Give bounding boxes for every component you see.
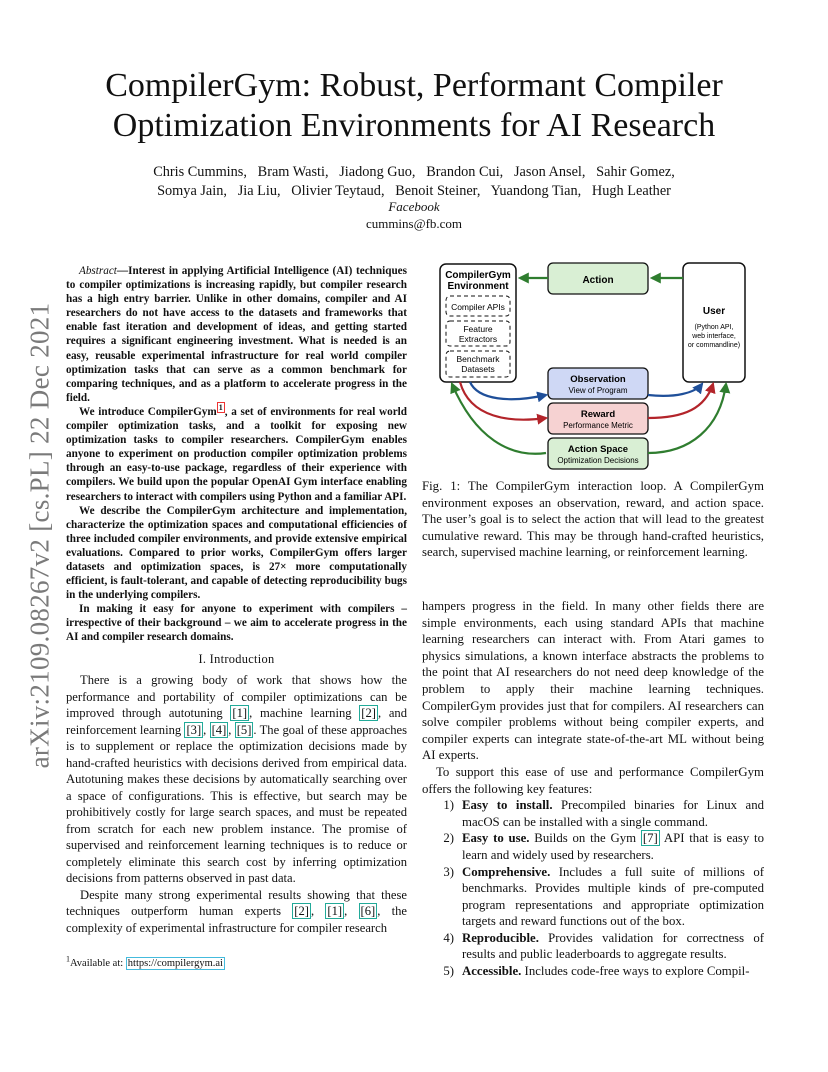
- intro-paragraph: [66, 672, 407, 887]
- abstract-label: Abstract: [79, 265, 117, 277]
- footnote: [66, 954, 407, 969]
- feature-heading: Accessible.: [462, 964, 522, 979]
- citation-link[interactable]: [7]: [642, 831, 658, 846]
- list-number: 3): [443, 864, 454, 879]
- author-line-2: Somya Jain, Jia Liu, Olivier Teytaud, Benoit Steiner, Yuandong Tian, Hugh Leather: [157, 183, 671, 199]
- user-sub1: (Python API,: [694, 324, 734, 331]
- author-email: cummins@fb.com: [365, 216, 463, 231]
- footnote-url-link[interactable]: https://compilergym.ai: [127, 958, 223, 969]
- env-item-compiler-apis: Compiler APIs: [451, 302, 505, 312]
- feature-text: Includes a full suite of millions of benchmarks. Provides multiple kinds of pre-computed program representations and appropriate optimization targets and reward functions out of the box.: [462, 864, 764, 929]
- action-box: [548, 263, 648, 294]
- feature-text: Includes code-free ways to explore Compil-: [521, 964, 750, 979]
- citation-link[interactable]: [5]: [236, 722, 252, 737]
- env-item-datasets: Datasets: [461, 364, 495, 374]
- author-list: [60, 163, 768, 201]
- feature-heading: Easy to use.: [462, 831, 530, 846]
- intro-text: ,: [310, 904, 326, 918]
- affiliation: Facebook: [388, 199, 440, 214]
- introduction-text: [66, 672, 407, 936]
- env-title-line1: CompilerGym: [445, 270, 511, 281]
- list-item: [422, 864, 764, 930]
- intro-text: ,: [228, 722, 235, 737]
- environment-box: [440, 264, 516, 382]
- intro-text: There is a growing body of work that shows how the performance and portability of compiler optimizations can be improved through autotuning: [66, 673, 407, 720]
- citation-link[interactable]: [1]: [327, 904, 343, 918]
- action-space-sub: Optimization Decisions: [557, 456, 639, 465]
- citation-link[interactable]: [4]: [211, 722, 227, 737]
- section-heading: I. Introduction: [198, 652, 275, 666]
- intro-text: ,: [203, 722, 210, 737]
- figure-caption: Fig. 1: The CompilerGym interaction loop. A CompilerGym environment exposes an observation, reward, and action space. The user’s goal is to select the action that will lead to the greatest cumulative reward. This may be through hand-crafted heuristics, search, supervised machine learning, or reinforcement learning.: [422, 479, 764, 560]
- list-item: [422, 963, 764, 980]
- list-number: 4): [443, 930, 454, 945]
- user-box: [683, 263, 745, 382]
- feature-text: Builds on the Gym: [529, 831, 641, 846]
- citation-link[interactable]: [3]: [186, 722, 202, 737]
- observation-label: Observation: [570, 374, 626, 385]
- action-space-box: [548, 438, 648, 469]
- citation-link[interactable]: [2]: [294, 904, 309, 918]
- body-paragraph: hampers progress in the field. In many other fields there are simple environments, each using standard APIs that machine learning researchers can interact with. From Atari games to physics simulations, a known interface abstracts the problems to the point that AI researchers do not need deep knowledge of the problem to apply their machine learning techniques. CompilerGym provides just that for compilers. AI researchers can solve compiler problems without being compiler experts, and compiler experts can integrate state-of-the-art ML without being AI experts.: [422, 599, 764, 763]
- intro-text: , and reinforcement learning: [66, 706, 408, 737]
- action-space-label: Action Space: [567, 444, 629, 455]
- observation-box: [548, 368, 648, 399]
- env-title-line2: Environment: [447, 281, 509, 292]
- abstract-text: —Interest in applying Artificial Intelligence (AI) techniques to compiler optimizations is increasing rapidly, but compiler research has a high entry barrier. Unlike in other domains, compiler and AI researchers do not have access to the datasets and frameworks that enable fast iteration and development of ideas, and getting started requires a significant engineering investment. What is needed is an easy, reusable experimental infrastructure for real world compiler optimization tasks that can serve as a common benchmark for comparing techniques, and as a platform to accelerate progress in the field.: [66, 265, 407, 404]
- list-item: [422, 797, 764, 830]
- citation-link[interactable]: [2]: [361, 706, 376, 720]
- action-label: Action: [582, 275, 614, 286]
- abstract: [66, 264, 407, 645]
- footnote-text: Available at:: [70, 958, 126, 969]
- env-item-benchmark: Benchmark: [456, 354, 500, 364]
- user-sub2: web interface,: [692, 333, 736, 340]
- arrow-env-to-observation: [470, 382, 546, 399]
- feature-heading: Comprehensive.: [462, 864, 551, 879]
- list-item: [422, 830, 764, 863]
- arxiv-identifier: arXiv:2109.08267v2 [cs.PL] 22 Dec 2021: [24, 302, 55, 769]
- right-column-text: [422, 598, 764, 980]
- feature-text: Precompiled binaries for Linux and macOS can be installed with a single command.: [462, 798, 764, 829]
- feature-text: API that is easy to learn and widely used by researchers.: [462, 831, 764, 862]
- abstract-paragraph: [66, 264, 407, 405]
- author-line-1: Chris Cummins, Bram Wasti, Jiadong Guo, Brandon Cui, Jason Ansel, Sahir Gomez,: [153, 164, 675, 180]
- user-label: User: [702, 306, 726, 317]
- footnote-ref-link[interactable]: 1: [218, 403, 223, 413]
- interaction-loop-figure: [430, 258, 775, 473]
- abstract-paragraph: In making it easy for anyone to experiment with compilers – irrespective of their background – we aim to accelerate progress in the AI and compiler research domains.: [66, 603, 407, 644]
- reward-box: [548, 403, 648, 434]
- list-number: 1): [443, 798, 454, 813]
- feature-text: Provides validation for correctness of results and public leaderboards to aggregate results.: [462, 930, 764, 962]
- arrow-observation-to-user: [648, 384, 702, 396]
- abstract-text: We introduce CompilerGym: [79, 405, 217, 418]
- observation-sub: View of Program: [568, 386, 628, 395]
- intro-text: ,: [344, 904, 359, 918]
- reward-label: Reward: [580, 409, 616, 420]
- footnote-mark: 1: [66, 954, 70, 964]
- citation-link[interactable]: [1]: [232, 706, 248, 720]
- env-item-feature: Feature: [463, 324, 493, 334]
- citation-link[interactable]: [6]: [360, 904, 376, 918]
- feature-heading: Easy to install.: [462, 798, 553, 813]
- intro-text: , machine learning: [249, 706, 360, 720]
- intro-paragraph: [66, 887, 407, 937]
- intro-text: . The goal of these approaches is to supplement or replace the optimization decisions made by hand-crafted heuristics with decisions derived from empirical data. Autotuning makes these decisions by automatically searching over a space of configurations. This is effective, but search may be prohibitively costly for large search spaces, and must be repeated from scratch for each new problem instance. The promise of supervised and reinforcement learning techniques is to reduce or completely eliminate this search cost by inferring optimization decisions from patterns observed in past data.: [66, 722, 408, 885]
- list-number: 5): [443, 964, 454, 979]
- body-paragraph: To support this ease of use and performance CompilerGym offers the following key features:: [422, 764, 764, 796]
- paper-title: CompilerGym: Robust, Performant Compiler Optimization Environments for AI Research: [105, 67, 723, 144]
- abstract-paragraph: [66, 405, 407, 504]
- abstract-text: , a set of environments for real world compiler optimization tasks, and a toolkit for exposing new optimization tasks to compiler researchers. CompilerGym enables anyone to experiment on production compiler optimization problems through an easy-to-use package, regardless of their experience with compilers. We build upon the popular OpenAI Gym interface enabling researchers to interact with compilers using Python and a familiar API.: [66, 405, 407, 503]
- reward-sub: Performance Metric: [563, 421, 633, 430]
- intro-text: Despite many strong experimental results showing that these techniques outperform human experts: [66, 887, 407, 918]
- list-number: 2): [443, 831, 454, 846]
- feature-list: [422, 797, 764, 980]
- env-item-extractors: Extractors: [458, 334, 498, 344]
- list-item: [422, 930, 764, 963]
- abstract-paragraph: We describe the CompilerGym architecture and implementation, characterize the optimization spaces and computational efficiencies of three included compiler environments, and provide extensive empirical evaluations. Compared to prior works, CompilerGym offers larger datasets and optimization spaces, is 27× more computationally efficient, is fault-tolerant, and capable of detecting reproducibility bugs in the underlying compilers.: [66, 504, 407, 602]
- user-sub3: or commandline): [687, 342, 741, 349]
- intro-text: , the complexity of experimental infrastructure for compiler research: [66, 904, 408, 935]
- feature-heading: Reproducible.: [462, 930, 539, 945]
- arrow-reward-to-user: [648, 384, 713, 418]
